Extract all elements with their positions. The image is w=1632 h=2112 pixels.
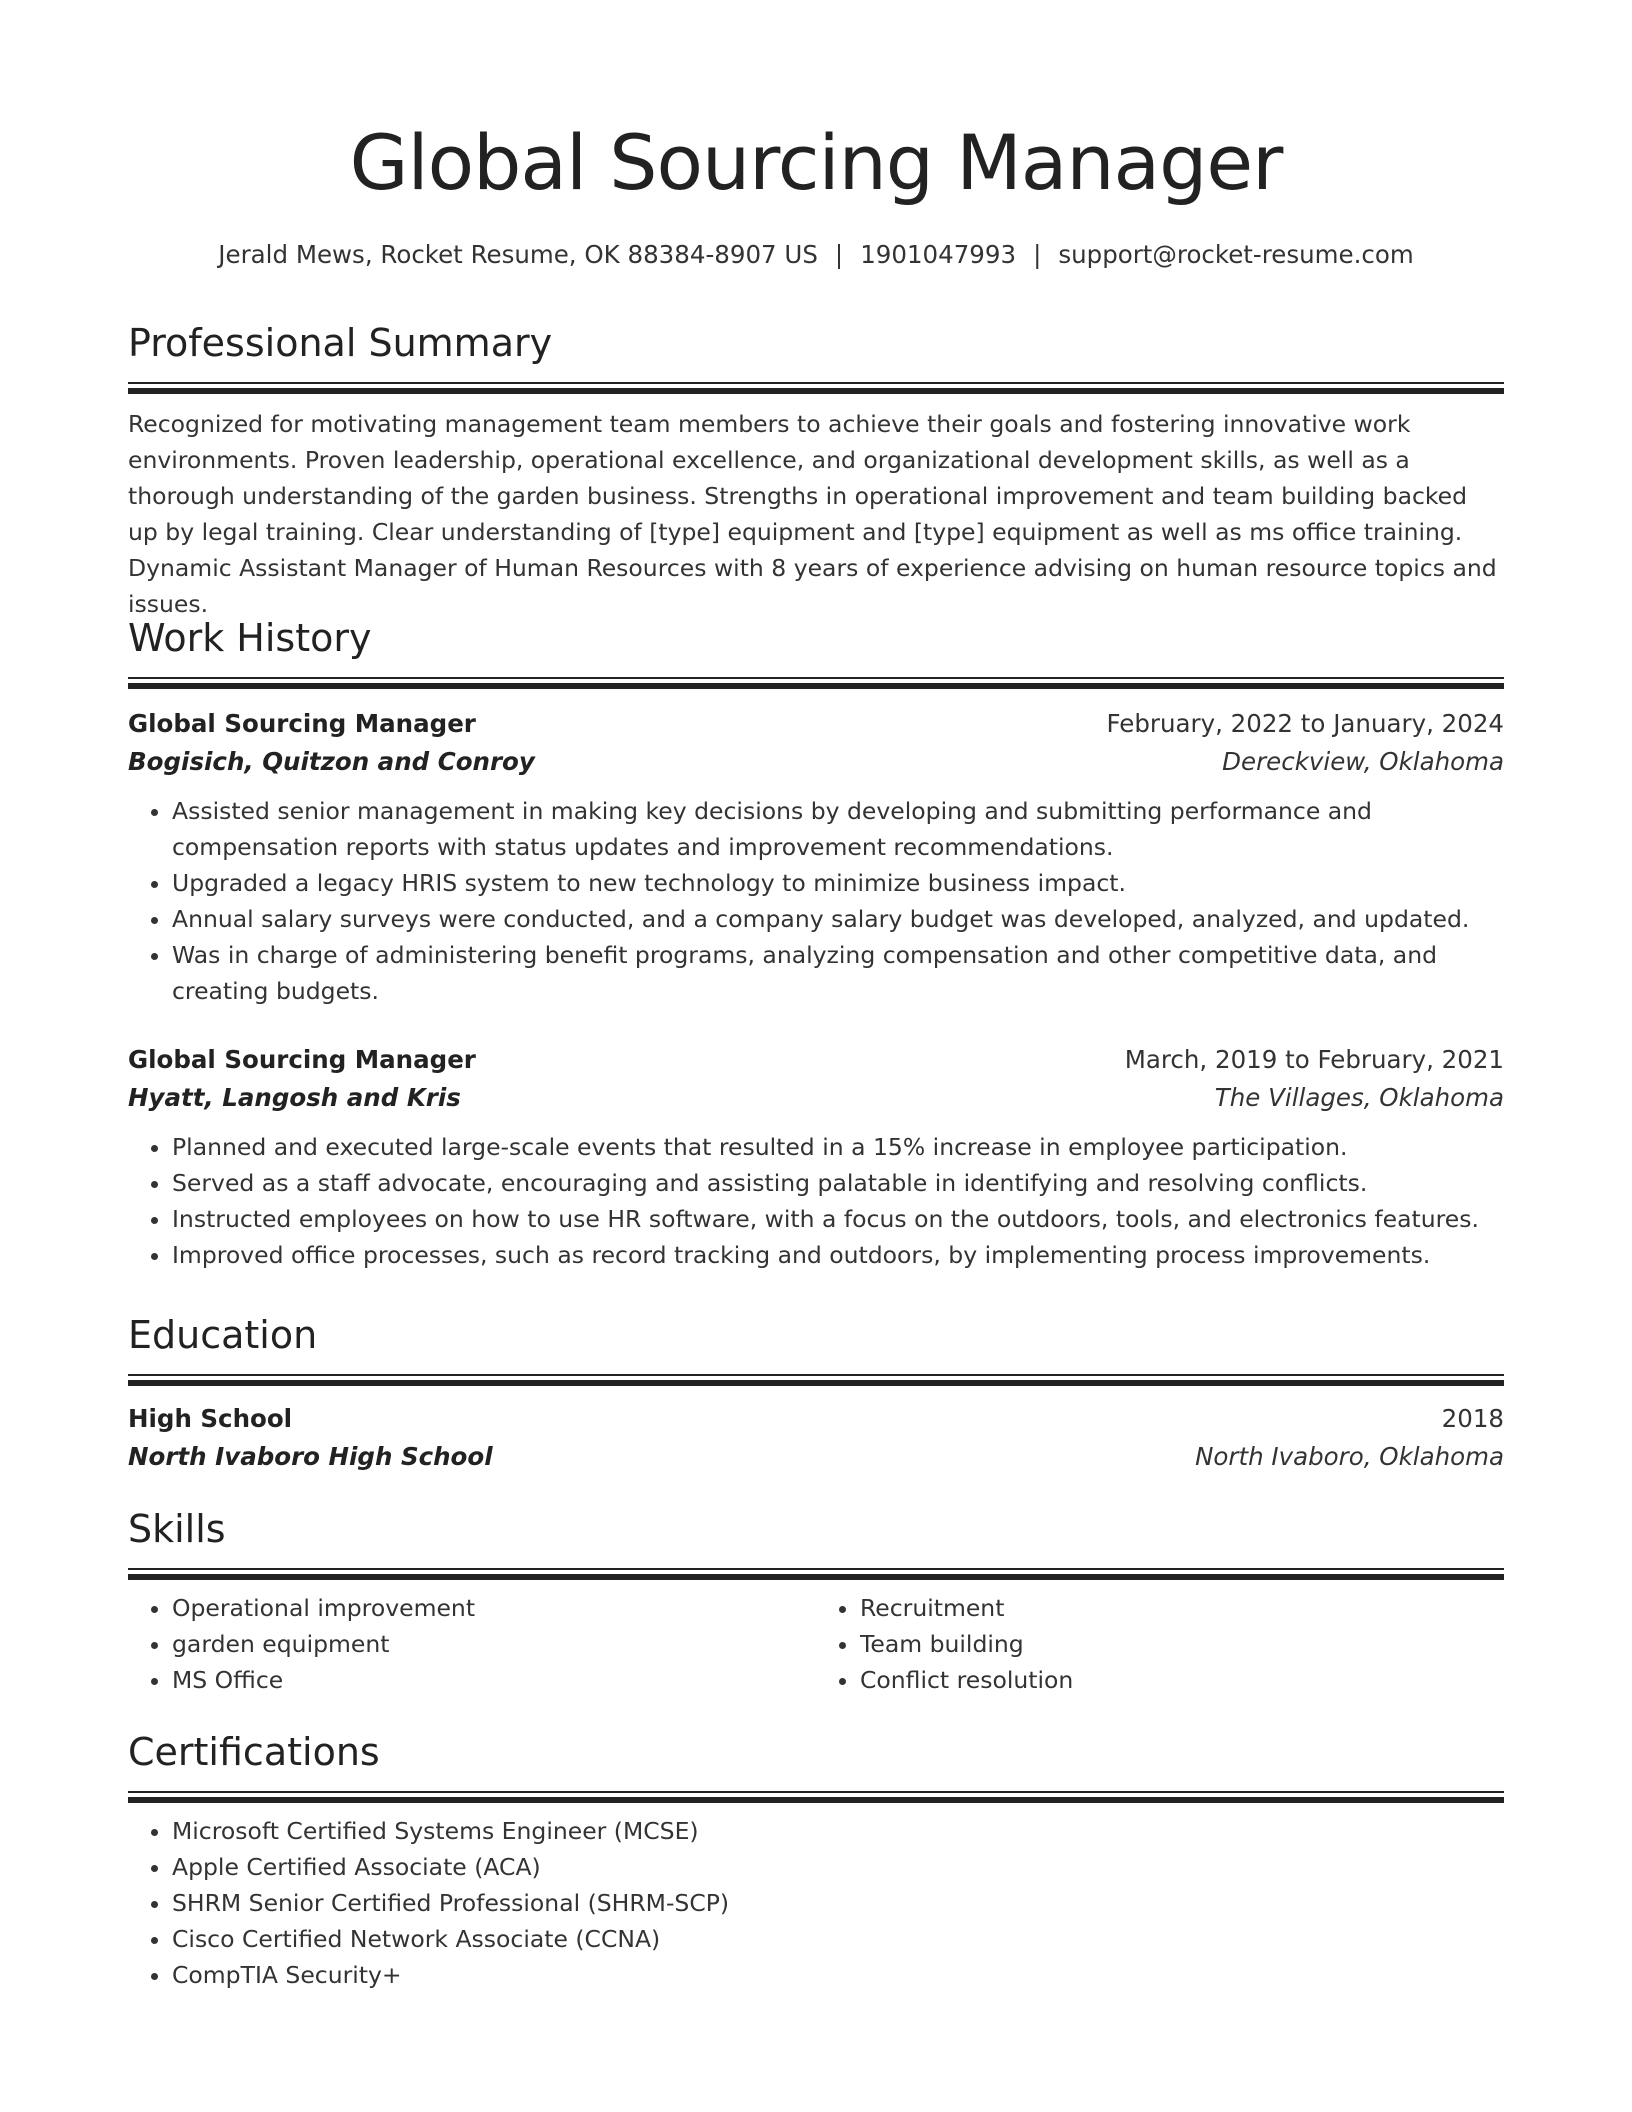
list-item: • Assisted senior management in making key decisions by developing and submitting performance and compensation reports with status updates and improvement recommendations. <box>172 793 1504 865</box>
section-divider <box>128 1374 1504 1384</box>
list-item: • Operational improvement <box>172 1590 816 1626</box>
contact-separator: | <box>834 240 844 269</box>
job-company-row <box>128 1079 1504 1117</box>
section-divider <box>128 677 1504 687</box>
skills-heading: Skills <box>128 1507 226 1551</box>
skills-columns <box>128 1590 1504 1698</box>
job-company: Hyatt, Langosh and Kris <box>128 1083 461 1112</box>
contact-line <box>128 240 1504 269</box>
job-dates: February, 2022 to January, 2024 <box>1106 709 1504 738</box>
list-item: • Conflict resolution <box>860 1662 1504 1698</box>
education-degree: High School <box>128 1404 293 1433</box>
job-bullets <box>128 793 1504 1009</box>
education-row <box>128 1400 1504 1438</box>
list-item: • SHRM Senior Certified Professional (SHRM-SCP) <box>172 1885 1504 1921</box>
work-history-section <box>128 613 1504 1273</box>
education-section <box>128 1310 1504 1476</box>
resume-title: Global Sourcing Manager <box>349 118 1283 207</box>
education-year: 2018 <box>1441 1404 1504 1433</box>
list-item: • Planned and executed large-scale events that resulted in a 15% increase in employee participation. <box>172 1129 1504 1165</box>
job-location: The Villages, Oklahoma <box>1214 1083 1504 1112</box>
list-item: • CompTIA Security+ <box>172 1957 1504 1993</box>
list-item: • Annual salary surveys were conducted, and a company salary budget was developed, analyzed, and updated. <box>172 901 1504 937</box>
list-item: • Upgraded a legacy HRIS system to new technology to minimize business impact. <box>172 865 1504 901</box>
contact-phone: 1901047993 <box>860 240 1017 269</box>
job-header-row <box>128 1041 1504 1079</box>
list-item: • Was in charge of administering benefit programs, analyzing compensation and other competitive data, and creating budgets. <box>172 937 1504 1009</box>
section-divider <box>128 382 1504 392</box>
list-item: • Instructed employees on how to use HR software, with a focus on the outdoors, tools, and electronics features. <box>172 1201 1504 1237</box>
education-entry <box>128 1400 1504 1476</box>
list-item: • Microsoft Certified Systems Engineer (MCSE) <box>172 1813 1504 1849</box>
job-company-row <box>128 743 1504 781</box>
list-item: • Apple Certified Associate (ACA) <box>172 1849 1504 1885</box>
education-location: North Ivaboro, Oklahoma <box>1195 1442 1504 1471</box>
job-bullets <box>128 1129 1504 1273</box>
job-company: Bogisich, Quitzon and Conroy <box>128 747 535 776</box>
summary-section <box>128 318 1504 622</box>
job-title: Global Sourcing Manager <box>128 709 476 738</box>
work-history-heading: Work History <box>128 616 372 660</box>
skills-section <box>128 1504 1504 1698</box>
job-location: Dereckview, Oklahoma <box>1222 747 1504 776</box>
list-item: • Cisco Certified Network Associate (CCNA) <box>172 1921 1504 1957</box>
contact-email: support@rocket-resume.com <box>1058 240 1414 269</box>
list-item: • MS Office <box>172 1662 816 1698</box>
contact-address: Jerald Mews, Rocket Resume, OK 88384-8907 US <box>218 240 818 269</box>
certifications-heading: Certifications <box>128 1730 380 1774</box>
job-dates: March, 2019 to February, 2021 <box>1124 1045 1504 1074</box>
list-item: • Team building <box>860 1626 1504 1662</box>
education-school-row <box>128 1438 1504 1476</box>
education-school: North Ivaboro High School <box>128 1442 493 1471</box>
list-item: • garden equipment <box>172 1626 816 1662</box>
job-entry <box>128 705 1504 1009</box>
contact-separator: | <box>1033 240 1042 269</box>
list-item: • Served as a staff advocate, encouraging and assisting palatable in identifying and resolving conflicts. <box>172 1165 1504 1201</box>
certifications-section <box>128 1727 1504 1993</box>
section-divider <box>128 1791 1504 1801</box>
skills-left-list <box>128 1590 816 1698</box>
job-title: Global Sourcing Manager <box>128 1045 476 1074</box>
job-entry <box>128 1041 1504 1273</box>
list-item: • Improved office processes, such as record tracking and outdoors, by implementing process improvements. <box>172 1237 1504 1273</box>
education-heading: Education <box>128 1313 318 1357</box>
summary-text: Recognized for motivating management team members to achieve their goals and fostering innovative work environments. Proven leadership, operational excellence, and organizational development skills, as well as a thorough understanding of the garden business. Strengths in operational improvement and team building backed up by legal training. Clear understanding of [type] equipment and [type] equipment as well as ms office training. Dynamic Assistant Manager of Human Resources with 8 years of experience advising on human resource topics and issues. <box>128 410 1497 618</box>
summary-heading: Professional Summary <box>128 321 553 365</box>
list-item: • Recruitment <box>860 1590 1504 1626</box>
section-divider <box>128 1568 1504 1578</box>
skills-right-list <box>816 1590 1504 1698</box>
job-header-row <box>128 705 1504 743</box>
certifications-list <box>128 1813 1504 1993</box>
